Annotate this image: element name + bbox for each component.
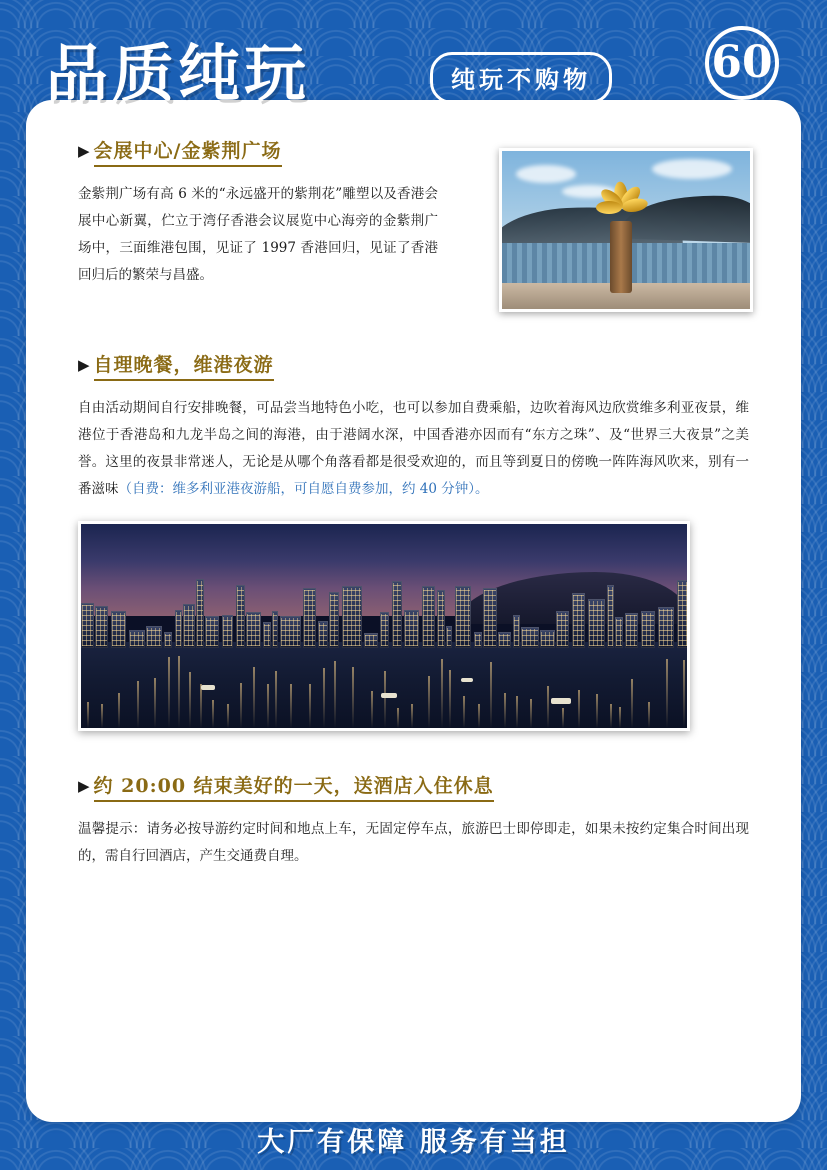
section-1-heading-text: 会展中心/金紫荆广场 bbox=[94, 136, 282, 167]
section-1-body: 金紫荆广场有高 6 米的“永远盛开的紫荆花”雕塑以及香港会展中心新翼，伫立于湾仔香港会议展览中心海旁的金紫荆广场中，三面维港包围，见证了 1997 香港回归，见证了香港回归后的繁荣与昌盛。 bbox=[78, 186, 438, 283]
page-footer bbox=[0, 1120, 827, 1170]
section-2-heading bbox=[78, 350, 749, 381]
section-day-end bbox=[78, 771, 749, 870]
section-3-body: 温馨提示：请务必按导游约定时间和地点上车，无固定停车点，旅游巴士即停即走，如果未按约定集合时间出现的，需自行回酒店，产生交通费自理。 bbox=[78, 821, 749, 864]
bauhinia-sculpture-icon bbox=[594, 175, 650, 231]
photo-victoria-harbour-night bbox=[78, 521, 690, 731]
page-title: 品质纯玩 bbox=[46, 37, 311, 110]
section-2-body-note: （自费：维多利亚港夜游船，可自愿自费参加，约 40 分钟）。 bbox=[118, 481, 489, 497]
section-2-body bbox=[78, 395, 749, 503]
section-harbour-night bbox=[78, 350, 749, 731]
page-header bbox=[0, 0, 827, 118]
section-3-heading-text: 约 20:00 结束美好的一天，送酒店入住休息 bbox=[94, 771, 494, 802]
header-subtitle-badge: 纯玩不购物 bbox=[430, 52, 612, 104]
photo-golden-bauhinia bbox=[499, 148, 753, 312]
triangle-marker-icon: ▶ bbox=[78, 356, 90, 374]
section-2-body-main: 自由活动期间自行安排晚餐，可品尝当地特色小吃，也可以参加自费乘船，边吹着海风边欣赏维多利亚夜景，维港位于香港岛和九龙半岛之间的海港，由于港阔水深，中国香港亦因而有“东方之珠”、及“世界三大夜景”之美誉。这里的夜景非常迷人，无论是从哪个角落看都是很受欢迎的，而且等到夏日的傍晚一阵阵海风吹来，别有一番滋味 bbox=[78, 400, 749, 497]
header-number-badge: 60 bbox=[705, 26, 779, 100]
triangle-marker-icon: ▶ bbox=[78, 142, 90, 160]
footer-slogan: 大厂有保障 服务有当担 bbox=[257, 1127, 570, 1158]
content-card bbox=[26, 100, 801, 1122]
section-3-heading bbox=[78, 771, 749, 802]
section-2-heading-text: 自理晚餐，维港夜游 bbox=[94, 350, 274, 381]
section-convention-centre bbox=[78, 136, 749, 316]
triangle-marker-icon: ▶ bbox=[78, 777, 90, 795]
